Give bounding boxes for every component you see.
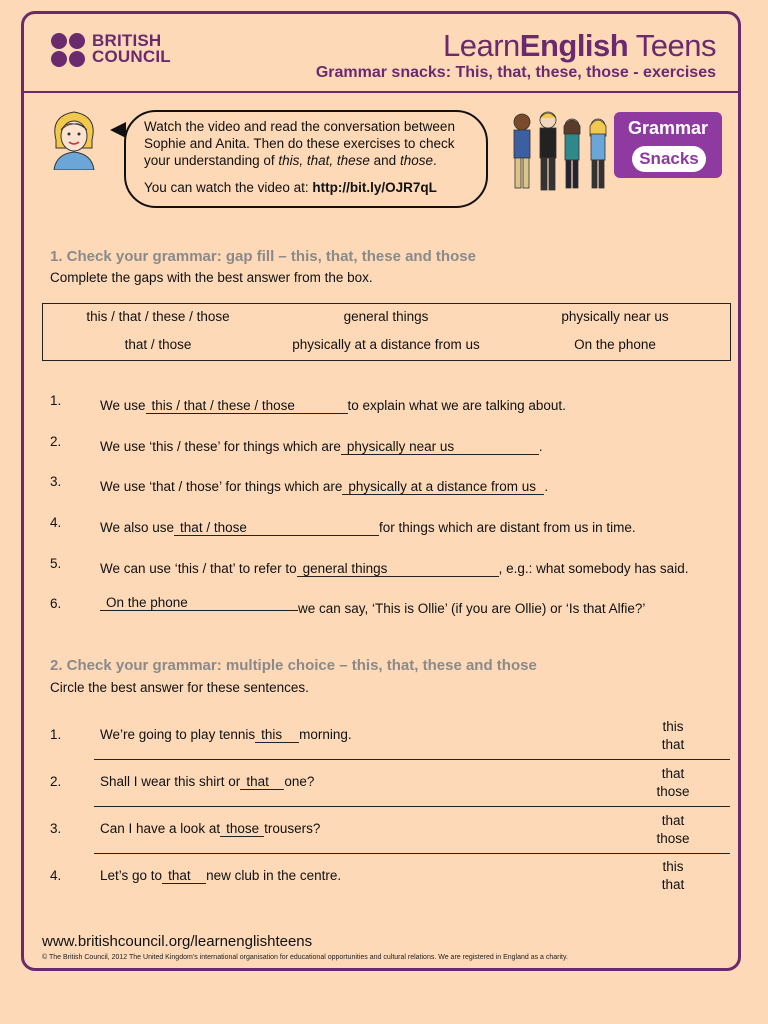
option-2[interactable]: that bbox=[661, 877, 685, 892]
sophie-avatar-icon bbox=[48, 106, 100, 170]
grammar-snacks-badge bbox=[614, 112, 722, 178]
badge-line-1: Grammar bbox=[627, 118, 709, 138]
word-box-item: that / those bbox=[124, 337, 192, 352]
row-divider bbox=[94, 806, 730, 807]
video-link-line: You can watch the video at: http://bit.ly/OJR7qL bbox=[144, 180, 437, 195]
header-divider bbox=[24, 91, 741, 93]
brand-line-2: COUNCIL bbox=[92, 47, 171, 66]
option-2[interactable]: those bbox=[656, 784, 690, 799]
option-2[interactable]: those bbox=[656, 831, 690, 846]
item-number: 3. bbox=[50, 474, 62, 489]
answer-blank[interactable]: physically near us bbox=[341, 439, 539, 455]
answer-blank[interactable]: this bbox=[255, 727, 299, 743]
option-2[interactable]: that bbox=[661, 737, 685, 752]
brand-line-1: BRITISH bbox=[92, 31, 162, 50]
gap-item-1: 1. We use this / that / these / those to explain what we are talking about. bbox=[50, 393, 566, 413]
word-box-item: On the phone bbox=[574, 337, 656, 352]
answer-blank[interactable]: those bbox=[220, 821, 264, 837]
badge-line-2: Snacks bbox=[632, 146, 706, 172]
item-number: 3. bbox=[50, 821, 62, 836]
gap-item-3: 3. We use ‘that / those’ for things which are physically at a distance from us . bbox=[50, 474, 549, 494]
grammar-snacks-characters-icon bbox=[506, 108, 620, 194]
word-box-item: physically at a distance from us bbox=[292, 337, 480, 352]
word-box-item: general things bbox=[343, 309, 429, 324]
item-number: 4. bbox=[50, 868, 62, 883]
section-2-instruction: Circle the best answer for these sentences. bbox=[50, 680, 309, 695]
answer-blank[interactable]: that / those bbox=[174, 520, 379, 536]
section-2-title: 2. Check your grammar: multiple choice – this, that, these and those bbox=[50, 657, 537, 674]
item-number: 5. bbox=[50, 556, 62, 571]
intro-text: Watch the video and read the conversation between Sophie and Anita. Then do these exercises to check your understanding of this, that, these and those. You can watch the video at: http://bit.ly/OJR7qL bbox=[144, 118, 484, 196]
page-subtitle: Grammar snacks: This, that, these, those - exercises bbox=[315, 64, 716, 81]
item-number: 4. bbox=[50, 515, 62, 530]
option-1[interactable]: this bbox=[662, 719, 684, 734]
word-box-item: physically near us bbox=[561, 309, 669, 324]
answer-blank[interactable]: that bbox=[240, 774, 284, 790]
footer-url[interactable]: www.britishcouncil.org/learnenglishteens bbox=[42, 933, 313, 950]
video-link[interactable]: http://bit.ly/OJR7qL bbox=[312, 180, 437, 195]
gap-item-6: 6. On the phone we can say, ‘This is Ollie’ (if you are Ollie) or ‘Is that Alfie?’ bbox=[50, 595, 646, 616]
section-1-instruction: Complete the gaps with the best answer from the box. bbox=[50, 270, 373, 285]
gap-item-4: 4. We also use that / those for things which are distant from us in time. bbox=[50, 515, 636, 535]
british-council-logo bbox=[50, 32, 180, 68]
gap-item-2: 2. We use ‘this / these’ for things which are physically near us . bbox=[50, 434, 543, 454]
item-number: 1. bbox=[50, 727, 62, 742]
item-number: 1. bbox=[50, 393, 62, 408]
row-divider bbox=[94, 853, 730, 854]
site-title: LearnEnglish Teens bbox=[442, 28, 716, 63]
item-number: 6. bbox=[50, 596, 62, 611]
word-box-item: this / that / these / those bbox=[86, 309, 230, 324]
answer-blank[interactable]: that bbox=[162, 868, 206, 884]
item-number: 2. bbox=[50, 434, 62, 449]
answer-blank[interactable]: On the phone bbox=[100, 595, 298, 611]
answer-blank[interactable]: this / that / these / those bbox=[146, 398, 348, 414]
answer-blank[interactable]: general things bbox=[297, 561, 499, 577]
footer-legal: © The British Council, 2012 The United Kingdom’s international organisation for educational opportunities and cultural relations. We are registered in England as a charity. bbox=[42, 954, 568, 961]
answer-blank[interactable]: physically at a distance from us bbox=[342, 479, 544, 495]
row-divider bbox=[94, 759, 730, 760]
gap-item-5: 5. We can use ‘this / that’ to refer to general things , e.g.: what somebody has said. bbox=[50, 556, 689, 576]
section-1-title: 1. Check your grammar: gap fill – this, that, these and those bbox=[50, 248, 476, 265]
option-1[interactable]: this bbox=[662, 859, 684, 874]
option-1[interactable]: that bbox=[661, 813, 685, 828]
option-1[interactable]: that bbox=[661, 766, 685, 781]
item-number: 2. bbox=[50, 774, 62, 789]
logo-dots-icon bbox=[50, 32, 88, 68]
